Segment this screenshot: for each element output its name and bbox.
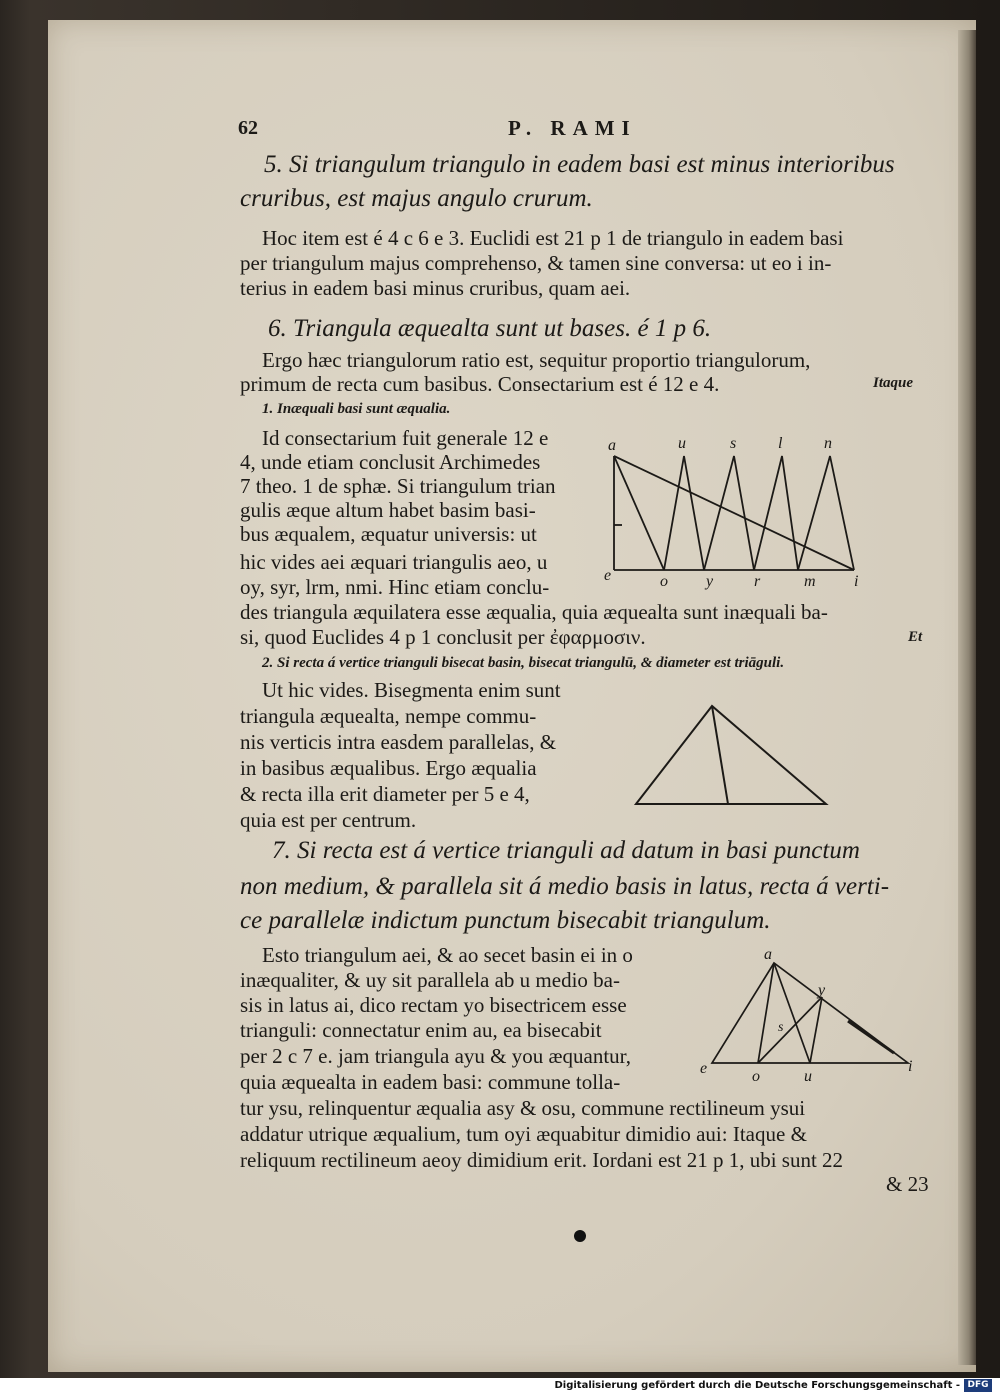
corollary-1-line: hic vides aei æquari triangulis aeo, u: [240, 550, 548, 574]
corollary-2-line: Ut hic vides. Bisegmenta enim sunt: [262, 678, 561, 702]
footer-text: Digitalisierung gefördert durch die Deutsche Forschungsgemeinschaft -: [554, 1380, 960, 1391]
label-i: i: [854, 573, 859, 590]
catchword: & 23: [886, 1172, 929, 1196]
label-y: y: [706, 573, 714, 590]
prop7-headline-1: 7. Si recta est á vertice trianguli ad datum in basi punctum: [272, 837, 860, 864]
label-y: y: [818, 982, 826, 999]
prop7-line: sis in latus ai, dico rectam yo bisectricem esse: [240, 993, 627, 1017]
prop7-line: addatur utrique æqualium, tum oyi æquabitur dimidio aui: Itaque &: [240, 1122, 807, 1146]
corollary-2-line: triangula æquealta, nempe commu-: [240, 704, 537, 728]
ink-dot: [574, 1230, 586, 1242]
figure-bisected-triangle: [630, 700, 830, 810]
prop7-line: inæqualiter, & uy sit parallela ab u medio ba-: [240, 968, 620, 992]
label-o: o: [660, 573, 668, 590]
prop5-body-line: Hoc item est é 4 c 6 e 3. Euclidi est 21 p 1 de triangulo in eadem basi: [262, 226, 844, 250]
prop7-line: Esto triangulum aei, & ao secet basin ei in o: [262, 943, 633, 967]
corollary-2-line: nis verticis intra easdem parallelas, &: [240, 730, 557, 754]
corollary-1-line: oy, syr, lrm, nmi. Hinc etiam conclu-: [240, 575, 550, 599]
label-n: n: [824, 435, 832, 452]
prop7-headline-3: ce parallelæ indictum punctum bisecabit triangulum.: [240, 907, 771, 934]
label-u: u: [804, 1068, 812, 1085]
figure-parallel-bisection: [698, 945, 918, 1085]
corollary-1-line: 7 theo. 1 de sphæ. Si triangulum trian: [240, 474, 556, 498]
label-s: s: [778, 1020, 784, 1035]
prop7-headline-2: non medium, & parallela sit á medio basis in latus, recta á verti-: [240, 873, 890, 900]
label-i: i: [908, 1058, 913, 1075]
label-m: m: [804, 573, 816, 590]
page-number: 62: [238, 117, 258, 139]
label-u: u: [678, 435, 686, 452]
label-e: e: [700, 1060, 708, 1077]
corollary-1-line: si, quod Euclides 4 p 1 conclusit per ἐφαρμοσιν.: [240, 625, 646, 649]
prop5-headline-2: cruribus, est majus angulo crurum.: [240, 185, 593, 212]
figure-triangles-equal-height: [600, 430, 870, 590]
prop5-headline-1: 5. Si triangulum triangulo in eadem basi est minus interioribus: [264, 151, 895, 178]
corollary-2-line: in basibus æqualibus. Ergo æqualia: [240, 756, 537, 780]
corollary-1-line: Id consectarium fuit generale 12 e: [262, 426, 549, 450]
label-a: a: [764, 946, 772, 963]
prop7-line: tur ysu, relinquentur æqualia asy & osu, commune rectilineum ysui: [240, 1096, 806, 1120]
corollary-1-line: 4, unde etiam conclusit Archimedes: [240, 450, 541, 474]
corollary-2-title: 2. Si recta á vertice trianguli bisecat basin, bisecat triangulū, & diameter est triāguli.: [262, 655, 785, 671]
catchword: Itaque: [873, 375, 914, 391]
running-title: P. RAMI: [508, 116, 637, 140]
corollary-1-line: des triangula æquilatera esse æqualia, quia æquealta sunt inæquali ba-: [240, 600, 828, 624]
dfg-logo: DFG: [964, 1379, 992, 1392]
prop6-body-line: primum de recta cum basibus. Consectarium est é 12 e 4.: [240, 372, 720, 396]
label-s: s: [730, 435, 737, 452]
corollary-1-line: gulis æque altum habet basim basi-: [240, 498, 536, 522]
prop5-body-line: per triangulum majus comprehenso, & tamen sine conversa: ut eo i in-: [240, 251, 832, 275]
prop7-line: reliquum rectilineum aeoy dimidium erit. Iordani est 21 p 1, ubi sunt 22: [240, 1148, 844, 1172]
label-e: e: [604, 567, 612, 584]
label-l: l: [778, 435, 783, 452]
prop6-headline: 6. Triangula æquealta sunt ut bases. é 1 p 6.: [268, 315, 712, 342]
catchword: Et: [908, 629, 923, 645]
label-a: a: [608, 437, 616, 454]
prop6-body-line: Ergo hæc triangulorum ratio est, sequitur proportio triangulorum,: [262, 348, 811, 372]
corollary-2-line: quia est per centrum.: [240, 808, 417, 832]
label-o: o: [752, 1068, 760, 1085]
prop7-line: quia æquealta in eadem basi: commune tolla-: [240, 1070, 621, 1094]
prop7-line: trianguli: connectatur enim au, ea bisecabit: [240, 1018, 602, 1042]
page-edge: [958, 30, 976, 1365]
corollary-2-line: & recta illa erit diameter per 5 e 4,: [240, 782, 530, 806]
prop5-body-line: terius in eadem basi minus cruribus, quam aei.: [240, 276, 631, 300]
label-r: r: [754, 573, 761, 590]
prop7-line: per 2 c 7 e. jam triangula ayu & you æquantur,: [240, 1044, 632, 1068]
corollary-1-line: bus æqualem, æquatur universis: ut: [240, 522, 537, 546]
corollary-1-title: 1. Inæquali basi sunt æqualia.: [262, 401, 451, 417]
